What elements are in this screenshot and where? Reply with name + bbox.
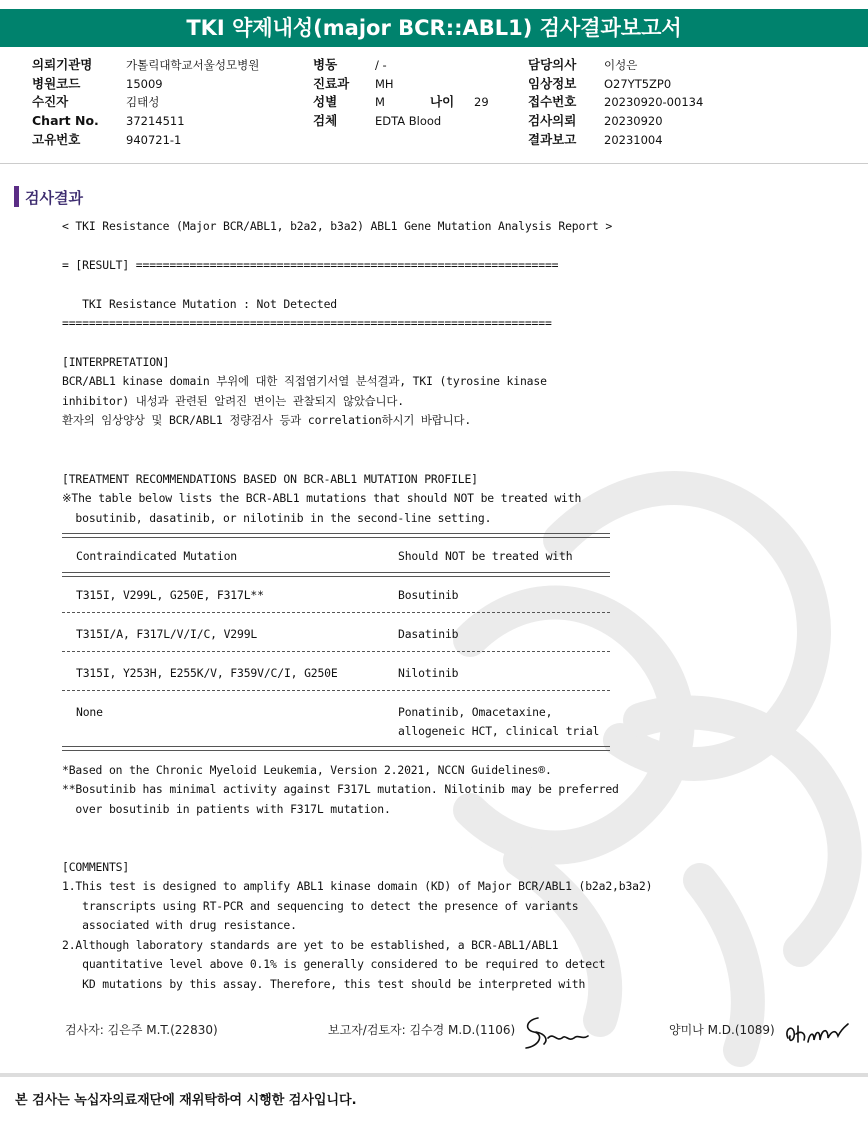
table-row-divider: [62, 651, 610, 652]
report-heading: < TKI Resistance (Major BCR/ABL1, b2a2, b3a2) ABL1 Gene Mutation Analysis Report >: [62, 219, 613, 233]
info-row: [32, 93, 292, 112]
age-value: 29: [474, 95, 489, 110]
comment-line: associated with drug resistance.: [62, 918, 297, 932]
table-row-mutation: T315I, V299L, G250E, F317L**: [76, 588, 264, 602]
info-row: [32, 112, 292, 131]
handwritten-signature-reporter: [518, 1012, 594, 1056]
section-title: 검사결과: [25, 189, 83, 207]
info-label: 결과보고: [528, 131, 577, 147]
info-label: 검사의뢰: [528, 113, 577, 129]
footer-note: 본 검사는 녹십자의료재단에 재위탁하여 시행한 검사입니다.: [15, 1093, 357, 1108]
section-bar: [14, 186, 19, 207]
info-value: 김태성: [126, 95, 160, 110]
tester-signature-text: 검사자: 김은주 M.T.(22830): [65, 1023, 218, 1037]
info-label: 접수번호: [528, 94, 577, 110]
footnote: **Bosutinib has minimal activity against F317L mutation. Nilotinib may be preferred: [62, 782, 619, 796]
comments-title: [COMMENTS]: [62, 860, 130, 874]
info-column-1: [32, 56, 292, 149]
table-rule-bottom: [62, 746, 610, 751]
interpretation-line: 환자의 임상양상 및 BCR/ABL1 정량검사 등과 correlation하시기 바랍니다.: [62, 413, 472, 427]
info-divider: [0, 163, 868, 164]
info-label: 진료과: [313, 75, 350, 91]
table-row-mutation: T315I, Y253H, E255K/V, F359V/C/I, G250E: [76, 666, 338, 680]
info-row: [313, 56, 513, 75]
info-row: [528, 75, 788, 94]
info-label: 검체: [313, 113, 338, 129]
comment-line: 2.Although laboratory standards are yet to be established, a BCR-ABL1/ABL1: [62, 938, 559, 952]
reporter-signature-text: 보고자/검토자: 김수경 M.D.(1106): [328, 1023, 516, 1037]
info-label: Chart No.: [32, 113, 99, 129]
table-rule-top: [62, 533, 610, 538]
info-row: [32, 75, 292, 94]
info-value: 940721-1: [126, 132, 182, 147]
footer-divider: [0, 1073, 868, 1077]
handwritten-signature-third: [782, 1016, 852, 1052]
info-row: [313, 93, 513, 112]
footnote: over bosutinib in patients with F317L mutation.: [62, 802, 391, 816]
table-row-mutation: T315I/A, F317L/V/I/C, V299L: [76, 627, 258, 641]
table-row-drug: Nilotinib: [398, 666, 459, 680]
result-line: TKI Resistance Mutation : Not Detected: [62, 297, 338, 311]
info-row: [528, 93, 788, 112]
info-row: [528, 131, 788, 150]
table-header-mutation: Contraindicated Mutation: [76, 549, 237, 563]
age-label: 나이: [430, 94, 455, 110]
report-title: TKI 약제내성(major BCR::ABL1) 검사결과보고서: [0, 9, 868, 47]
info-row: [32, 131, 292, 150]
table-row-drug: Dasatinib: [398, 627, 459, 641]
info-column-3: [528, 56, 788, 149]
info-label: 담당의사: [528, 57, 577, 72]
info-column-2: [313, 56, 513, 131]
info-label: 수진자: [32, 94, 69, 110]
third-signature-text: 양미나 M.D.(1089): [669, 1023, 775, 1037]
treatment-note: bosutinib, dasatinib, or nilotinib in the second-line setting.: [62, 511, 492, 525]
comment-line: KD mutations by this assay. Therefore, this test should be interpreted with: [62, 977, 586, 991]
table-header-drug: Should NOT be treated with: [398, 549, 573, 563]
info-label: 임상정보: [528, 75, 577, 91]
info-row: [313, 112, 513, 131]
table-row-drug: Ponatinib, Omacetaxine,: [398, 705, 553, 719]
comment-line: quantitative level above 0.1% is generally considered to be required to detect: [62, 957, 606, 971]
info-row: [528, 112, 788, 131]
info-row: [528, 56, 788, 75]
table-rule-header: [62, 572, 610, 577]
footnote: *Based on the Chronic Myeloid Leukemia, Version 2.2021, NCCN Guidelines®.: [62, 763, 552, 777]
comment-line: 1.This test is designed to amplify ABL1 kinase domain (KD) of Major BCR/ABL1 (b2a2,b3a2): [62, 879, 653, 893]
info-row: [32, 56, 292, 75]
info-label: 병원코드: [32, 75, 81, 91]
info-value: 20231004: [604, 132, 663, 147]
info-value: 20230920: [604, 114, 663, 129]
info-value: M: [375, 95, 385, 110]
table-row-drug-cont: allogeneic HCT, clinical trial: [398, 724, 600, 738]
info-value: 이성은: [604, 58, 638, 72]
info-value: / -: [375, 58, 387, 72]
info-value: O27YT5ZP0: [604, 76, 672, 91]
info-value: 20230920-00134: [604, 95, 704, 110]
info-label: 병동: [313, 57, 338, 72]
info-value: MH: [375, 76, 394, 91]
result-rule: =========================================================================: [62, 316, 552, 330]
info-label: 의뢰기관명: [32, 57, 93, 72]
result-header: = [RESULT] ===============================================================: [62, 258, 559, 272]
interpretation-line: inhibitor) 내성과 관련된 알려진 변이는 관찰되지 않았습니다.: [62, 394, 404, 408]
info-value: 15009: [126, 76, 163, 91]
interpretation-line: BCR/ABL1 kinase domain 부위에 대한 직접염기서열 분석결과, TKI (tyrosine kinase: [62, 374, 547, 388]
info-row: [313, 75, 513, 94]
info-value: EDTA Blood: [375, 114, 442, 129]
treatment-note: ※The table below lists the BCR-ABL1 mutations that should NOT be treated with: [62, 491, 582, 505]
comment-line: transcripts using RT-PCR and sequencing to detect the presence of variants: [62, 899, 579, 913]
table-row-divider: [62, 690, 610, 691]
info-label: 성별: [313, 94, 338, 110]
info-label: 고유번호: [32, 131, 81, 147]
table-row-drug: Bosutinib: [398, 588, 459, 602]
info-value: 가톨릭대학교서울성모병원: [126, 58, 260, 72]
interpretation-title: [INTERPRETATION]: [62, 355, 170, 369]
table-row-divider: [62, 612, 610, 613]
info-value: 37214511: [126, 114, 185, 129]
treatment-title: [TREATMENT RECOMMENDATIONS BASED ON BCR-ABL1 MUTATION PROFILE]: [62, 472, 478, 486]
table-row-mutation: None: [76, 705, 103, 719]
